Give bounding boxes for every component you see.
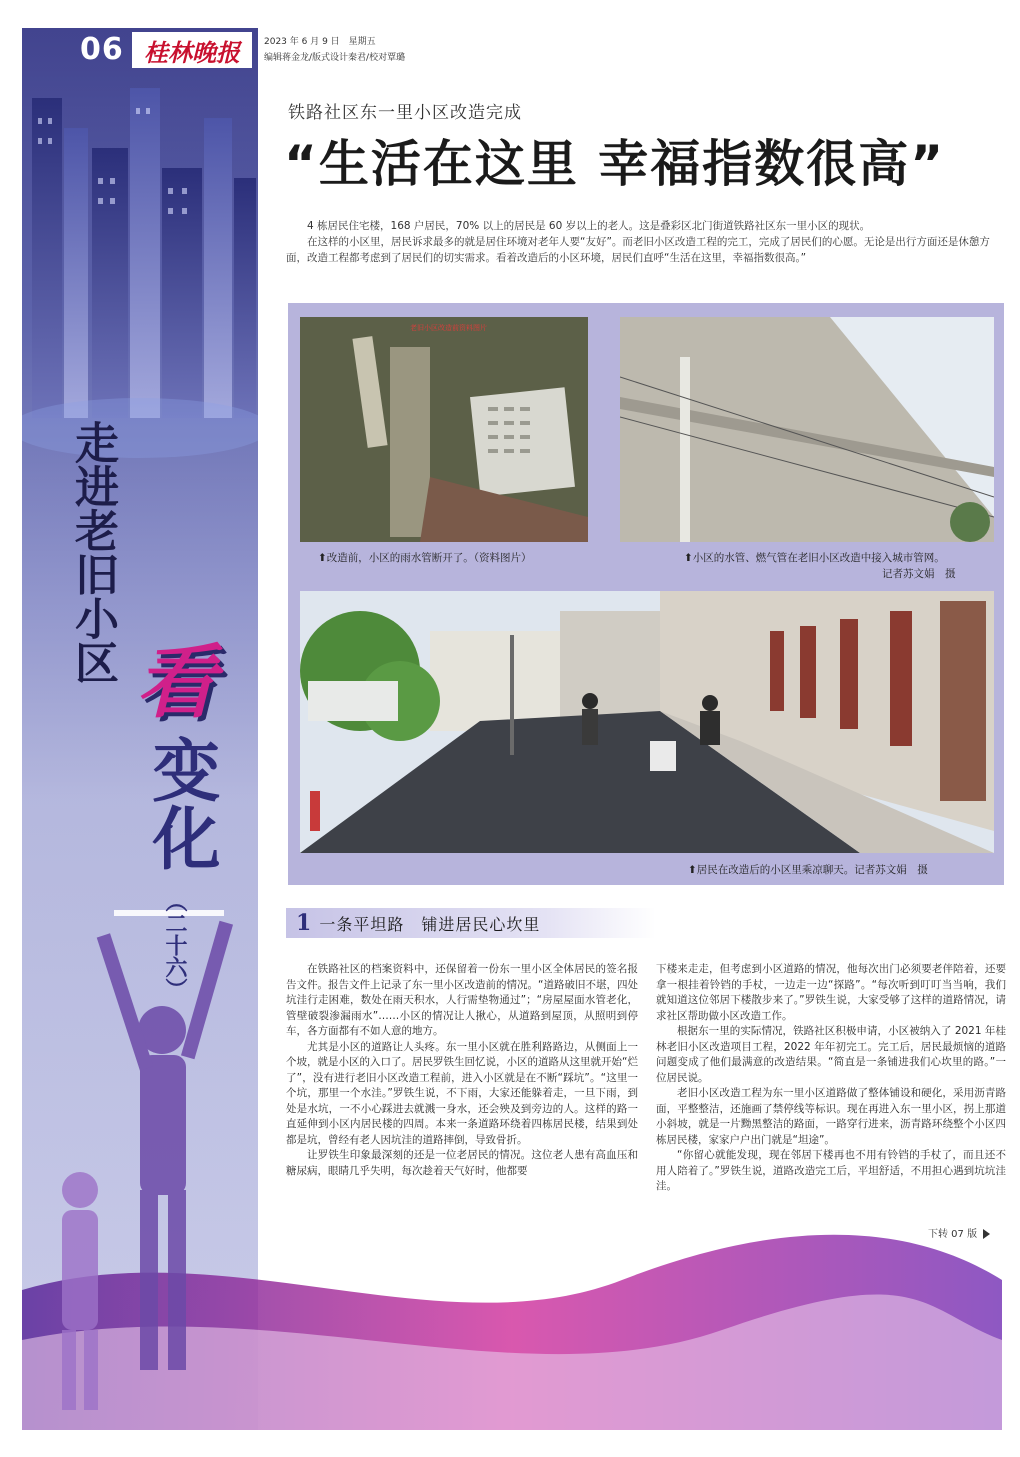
continued-text: 下转 07 版 [928,1229,978,1240]
series-number: （二十六） [162,890,187,1000]
photo-residents-road [300,591,994,853]
continued-notice [928,1225,990,1240]
page-credits: 编辑蒋金龙/版式设计秦君/校对覃璐 [264,53,406,63]
photo-building-pipes [620,317,994,542]
photo-caption: ⬆改造前，小区的雨水管断开了。（资料图片） [318,552,532,564]
body-paragraph: 在铁路社区的档案资料中，还保留着一份东一里小区全体居民的签名报告文件。报告文件上记录了东一里小区改造前的情况。“道路破旧不堪，四处坑洼行走困难，数处在雨天积水，人行需垫物通过”；“房屋屋面水管老化，管壁破裂渗漏雨水”……小区的情况让人揪心，从道路到屋顶，从照明到停车，各方面都有不如人意的地方。 [286,963,638,1037]
section-number: 1 [296,910,312,936]
body-paragraph: 根据东一里的实际情况，铁路社区积极申请，小区被纳入了 2021 年桂林老旧小区改造项目工程，2022 年年初完工。完工后，居民最烦恼的道路问题变成了他们最满意的改造结果。“简直是一条铺进我们心坎里的路。”一位居民说。 [656,1025,1006,1084]
article-lead [286,218,1004,266]
column-title-kan: 看 [136,636,216,729]
dateline [264,34,405,66]
body-paragraph: 尤其是小区的道路让人头疼。东一里小区就在胜利路路边，从侧面上一个坡，就是小区的入口了。居民罗铁生回忆说，小区的道路从这里就开始“烂了”，没有进行老旧小区改造工程前，进入小区就是在不断“踩坑”。“这里一个坑，那里一个水洼。”罗铁生说，不下雨，大家还能躲着走，一旦下雨，到处是水坑，一不小心踩进去就溅一身水，还会殃及到旁边的人。这样的路一直延伸到小区内居民楼的四周。本来一条道路环绕着四栋居民楼，结果到处都是坑，曾经有老人因坑洼的道路摔倒，导致骨折。 [286,1040,638,1146]
photo-caption: ⬆居民在改造后的小区里乘凉聊天。记者苏文娟 摄 [688,864,928,876]
lead-paragraph: 4 栋居民住宅楼，168 户居民，70% 以上的居民是 60 岁以上的老人。这是叠彩区北门街道铁路社区东一里小区的现状。 [307,220,871,232]
body-paragraph: “你留心就能发现，现在邻居下楼再也不用有铃铛的手杖了，而且还不用人陪着了。”罗铁生说，道路改造完工后，平坦舒适，不用担心遇到坑坑洼洼。 [656,1149,1006,1192]
body-column-left [286,962,638,1179]
silhouettes-left [22,860,262,1420]
photo-drainpipe [300,317,588,542]
issue-date: 2023 年 6 月 9 日 星期五 [264,37,376,47]
arrow-right-icon [983,1229,990,1239]
body-paragraph: 让罗铁生印象最深刻的还是一位老居民的情况。这位老人患有高血压和糖尿病，眼睛几乎失明，每次趁着天气好时，他都要 [286,1149,638,1177]
section-header [286,908,656,938]
photo-caption: ⬆小区的水管、燃气管在老旧小区改造中接入城市管网。 [684,552,945,564]
body-paragraph: 老旧小区改造工程为东一里小区道路做了整体铺设和硬化，采用沥青路面，平整整洁，还施画了禁停线等标识。现在再进入东一里小区，拐上那道小斜坡，就是一片黝黑整洁的路面，一路穿行进来，沥青路环绕整个小区四栋居民楼，家家户户出门就是“坦途”。 [656,1087,1006,1146]
article-kicker: 铁路社区东一里小区改造完成 [288,103,522,123]
photo-panel [288,303,1004,885]
body-column-right [656,962,1006,1195]
page-number: 06 [80,32,124,67]
column-title-vertical: 走进老旧小区 [67,420,118,684]
photo-credit: 记者苏文娟 摄 [882,568,956,580]
body-paragraph: 下楼来走走，但考虑到小区道路的情况，他每次出门必须要老伴陪着，还要拿一根挂着铃铛的手杖，一边走一边“探路”。“每次听到叮叮当当响，我们就知道这位邻居下楼散步来了。”罗铁生说，大家受够了这样的道路情况，请求社区帮助做小区改造工作。 [656,963,1006,1022]
article-headline: “生活在这里 幸福指数很高” [284,135,946,193]
photo-overlay-text: 老旧小区改造前资料图片 [410,324,487,332]
masthead-logo: 桂林晚报 [132,32,252,68]
column-title-bianhua: 变化 [141,735,220,871]
lead-paragraph: 在这样的小区里，居民诉求最多的就是居住环境对老年人要“友好”。而老旧小区改造工程的完工，完成了居民们的心愿。无论是出行方面还是休憩方面，改造工程都考虑到了居民们的切实需求。看着改造后的小区环境，居民们直呼“生活在这里，幸福指数很高。” [286,236,990,264]
section-title: 一条平坦路 铺进居民心坎里 [319,914,541,934]
